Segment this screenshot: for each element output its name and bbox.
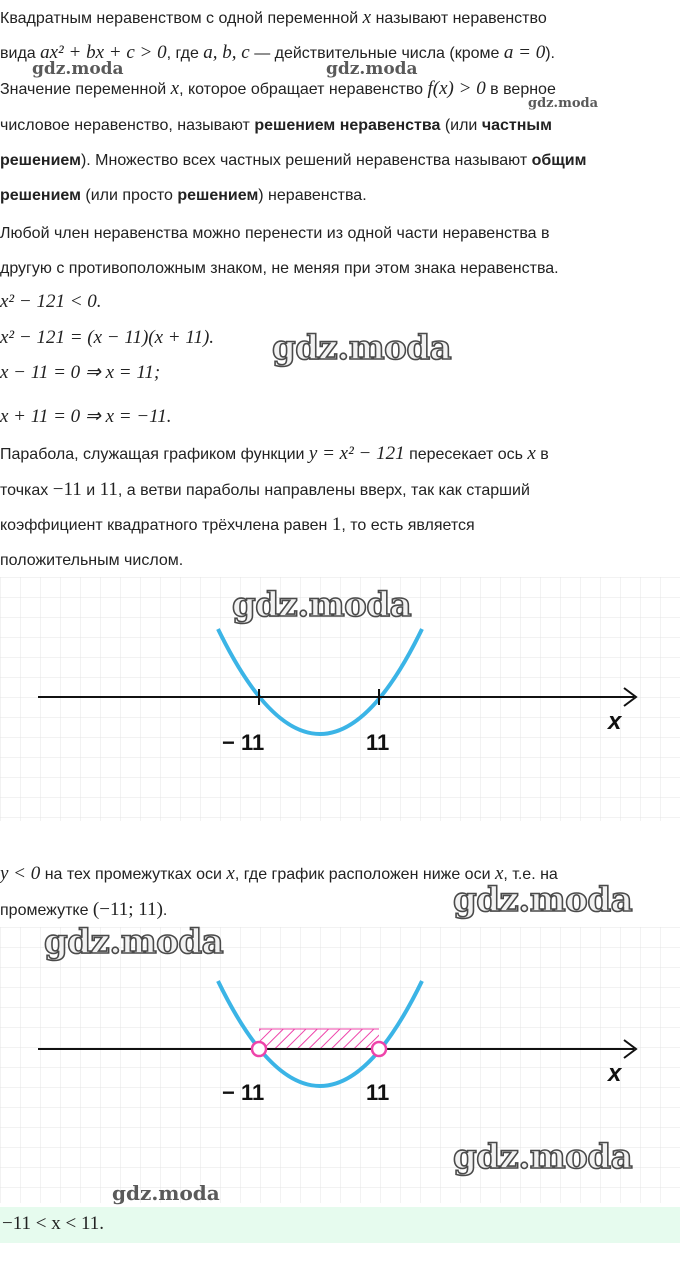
math-var: x (170, 78, 180, 99)
rule-line-1: Любой член неравенства можно перенести из одной части неравенства в (0, 225, 550, 242)
text: , т.е. на (503, 866, 558, 883)
text: Значение переменной (0, 81, 167, 98)
bold-term: решением (0, 152, 81, 169)
text: называют неравенство (375, 10, 547, 27)
text: промежутке (0, 902, 89, 919)
watermark: gdz.moda (453, 1137, 633, 1177)
tick-label-left: − 11 (222, 730, 265, 755)
definition-line-5 (0, 151, 586, 171)
text: (или (444, 117, 478, 134)
watermark: gdz.moda (44, 922, 224, 962)
conclusion-line-2 (0, 900, 167, 921)
text: . (162, 902, 168, 919)
math-formula: y < 0 (0, 863, 41, 884)
watermark: gdz.moda (453, 880, 633, 920)
text: вида (0, 45, 36, 62)
open-point-left (252, 1042, 266, 1056)
parabola-line-3 (0, 515, 475, 536)
equation-3: x − 11 = 0 ⇒ x = 11; (0, 362, 161, 383)
math-number: −11 (52, 479, 82, 500)
text: , которое обращает неравенство (179, 81, 424, 98)
equation-1: x² − 121 < 0. (0, 291, 102, 312)
text: пересекает ось (409, 446, 523, 463)
parabola-line-1 (0, 444, 549, 465)
equation-4: x + 11 = 0 ⇒ x = −11. (0, 406, 172, 427)
parabola-line-4: положительным числом. (0, 552, 184, 569)
text: на тех промежутках оси (44, 866, 222, 883)
rule-line-2: другую с противоположным знаком, не меняя при этом знака неравенства. (0, 260, 559, 277)
bold-term: решением неравенства (254, 117, 441, 134)
text: числовое неравенство, называют (0, 117, 250, 134)
bold-term: частным (481, 117, 552, 134)
math-formula: y = x² − 121 (308, 443, 405, 464)
answer-box (0, 1207, 680, 1243)
math-var: x (362, 7, 372, 28)
math-condition: a = 0 (503, 42, 546, 63)
text: , а ветви параболы направлены вверх, так как старший (117, 482, 530, 499)
text: , где график расположен ниже оси (234, 866, 491, 883)
definition-line-1 (0, 8, 547, 29)
watermark: gdz.moda (326, 59, 418, 79)
text: Квадратным неравенством с одной переменной (0, 10, 359, 27)
text: и (86, 482, 96, 499)
tick-label-left: − 11 (222, 1080, 265, 1105)
math-formula: ax² + bx + c > 0 (40, 42, 167, 63)
math-var: x (226, 863, 235, 884)
math-interval: (−11; 11) (92, 899, 163, 920)
text: — действительные числа (кроме (254, 45, 500, 62)
math-var: x (527, 443, 536, 464)
watermark: gdz.moda (272, 328, 452, 368)
text: в верное (490, 81, 556, 98)
math-vars: a, b, c (203, 42, 250, 63)
bold-term: решением (0, 187, 81, 204)
math-number: 1 (331, 514, 342, 535)
axis-label: x (608, 708, 622, 735)
equation-2: x² − 121 = (x − 11)(x + 11). (0, 327, 215, 348)
text: (или просто (85, 187, 173, 204)
text: в (540, 446, 549, 463)
text: точках (0, 482, 49, 499)
open-point-right (372, 1042, 386, 1056)
math-formula: f(x) > 0 (427, 78, 486, 99)
watermark: gdz.moda (232, 585, 412, 625)
answer-text: −11 < x < 11. (2, 1213, 104, 1234)
watermark: gdz.moda (112, 1181, 220, 1205)
text: , то есть является (341, 517, 475, 534)
text: коэффициент квадратного трёхчлена равен (0, 517, 328, 534)
tick-label-right: 11 (366, 730, 390, 755)
math-var: x (494, 863, 504, 884)
parabola-line-2 (0, 480, 530, 501)
bold-term: общим (531, 152, 587, 169)
axis-label: x (608, 1060, 622, 1087)
tick-label-right: 11 (366, 1080, 390, 1105)
bold-term: решением (177, 187, 259, 204)
definition-line-6 (0, 186, 367, 206)
math-number: 11 (99, 479, 118, 500)
text: ). (545, 45, 555, 62)
definition-line-3 (0, 79, 556, 100)
text: , где (166, 45, 199, 62)
text: Парабола, служащая графиком функции (0, 446, 305, 463)
text: ) неравенства. (258, 187, 367, 204)
text: ). Множество всех частных решений неравенства называют (80, 152, 528, 169)
definition-line-4 (0, 116, 552, 136)
watermark: gdz.moda (528, 96, 599, 111)
watermark: gdz.moda (32, 59, 124, 79)
interval-hatch (259, 1029, 379, 1049)
